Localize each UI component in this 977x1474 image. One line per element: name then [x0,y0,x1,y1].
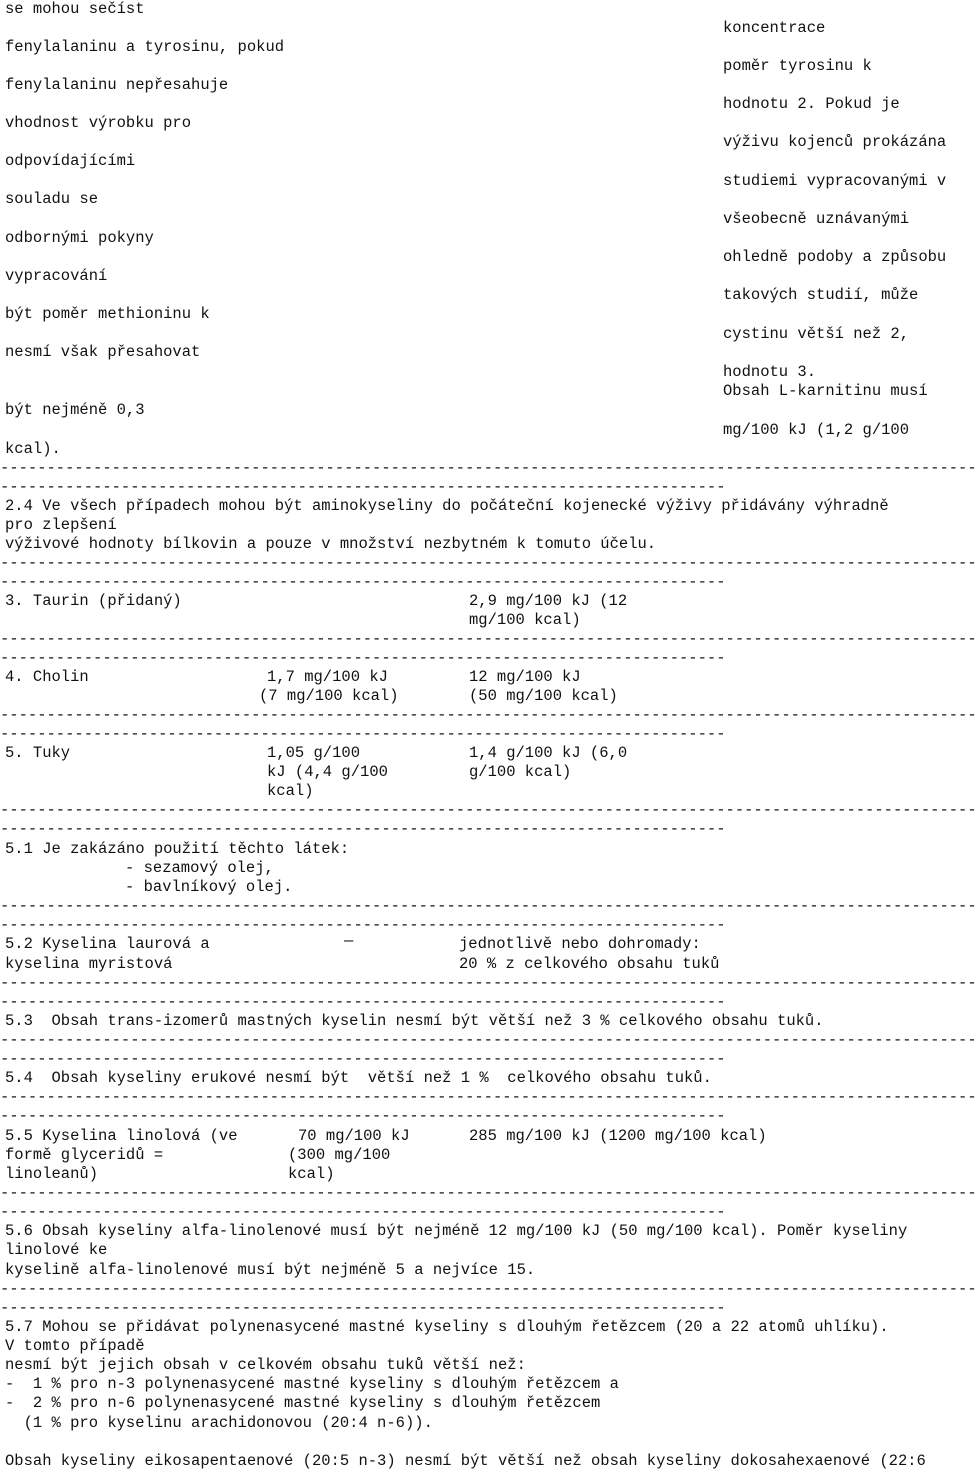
separator-line: ------------------------------------------------------------------------------ [0,993,726,1011]
right-fragment: hodnotu 2. Pokud je [723,95,900,113]
row-name-5-2: 5.2 Kyselina laurová a [5,935,210,953]
row-min-5-2: — [344,932,354,950]
row-name-taurin: 3. Taurin (přidaný) [5,592,182,610]
separator-line: --------------------------------------------------------------------------------------------------------- [0,1184,977,1202]
row-max-5-5: 285 mg/100 kJ (1200 mg/100 kcal) [469,1127,767,1145]
separator-line: ------------------------------------------------------------------------------ [0,1203,726,1221]
separator-line: --------------------------------------------------------------------------------------------------------- [0,1031,977,1049]
section-5-6-text: 5.6 Obsah kyseliny alfa-linolenové musí být nejméně 12 mg/100 kJ (50 mg/100 kcal). Poměr kyseliny [5,1222,908,1240]
separator-line: ------------------------------------------------------------------------------ [0,649,726,667]
section-5-6-text: linolové ke [5,1241,108,1259]
row-min-5-5: 70 mg/100 kJ [298,1127,410,1145]
separator-line: --------------------------------------------------------------------------------------------------------- [0,974,977,992]
section-5-3-text: 5.3 Obsah trans-izomerů mastných kyselin nesmí být větší než 3 % celkového obsahu tuků. [5,1012,824,1030]
separator-line: ------------------------------------------------------------------------------ [0,916,726,934]
left-fragment: nesmí však přesahovat [5,343,201,361]
section-5-1-item: - bavlníkový olej. [125,878,293,896]
right-fragment: takových studií, může [723,286,919,304]
right-fragment: mg/100 kJ (1,2 g/100 [723,421,910,439]
right-fragment: hodnotu 3. [723,363,817,381]
left-fragment: být nejméně 0,3 [5,401,145,419]
left-fragment: vhodnost výrobku pro [5,114,192,132]
separator-line: --------------------------------------------------------------------------------------------------------- [0,706,977,724]
left-fragment: fenylalaninu nepřesahuje [5,76,229,94]
separator-line: ------------------------------------------------------------------------------ [0,1299,726,1317]
left-fragment: souladu se [5,190,99,208]
right-fragment: Obsah L-karnitinu musí [723,382,928,400]
section-2-4-text: 2.4 Ve všech případech mohou být aminokyseliny do počáteční kojenecké výživy přidávány výhradně [5,497,889,515]
right-fragment: koncentrace [723,19,826,37]
left-fragment: fenylalaninu a tyrosinu, pokud [5,38,285,56]
separator-line: --------------------------------------------------------------------------------------------------------- [0,630,977,648]
section-2-4-text: výživové hodnoty bílkovin a pouze v množství nezbytném k tomuto účelu. [5,535,657,553]
row-max-taurin: mg/100 kcal) [469,611,581,629]
closing-text: Obsah kyseliny eikosapentaenové (20:5 n-3) nesmí být větší než obsah kyseliny dokosahexaenové (22:6 [5,1452,926,1470]
section-5-7-text: V tomto případě [5,1337,145,1355]
separator-line: ------------------------------------------------------------------------------ [0,1050,726,1068]
row-min-5-5: kcal) [288,1165,335,1183]
row-min-cholin: (7 mg/100 kcal) [259,687,399,705]
row-min-5-5: (300 mg/100 [288,1146,391,1164]
left-fragment: se mohou sečíst [5,0,145,18]
separator-line: ------------------------------------------------------------------------------ [0,573,726,591]
row-name-5-5: linoleanů) [5,1165,99,1183]
row-name-5-2: kyselina myristová [5,955,173,973]
right-fragment: ohledně podoby a způsobu [723,248,947,266]
section-5-6-text: kyselině alfa-linolenové musí být nejméně 5 a nejvíce 15. [5,1261,536,1279]
row-min-tuky: kcal) [267,782,314,800]
row-min-tuky: kJ (4,4 g/100 [267,763,388,781]
separator-line: --------------------------------------------------------------------------------------------------------- [0,801,977,819]
row-name-5-5: 5.5 Kyselina linolová (ve [5,1127,238,1145]
separator-line: ------------------------------------------------------------------------------ [0,478,726,496]
row-min-tuky: 1,05 g/100 [267,744,361,762]
left-fragment: odbornými pokyny [5,229,154,247]
right-fragment: cystinu větší než 2, [723,325,910,343]
row-max-5-2: 20 % z celkového obsahu tuků [459,955,720,973]
row-max-5-2: jednotlivě nebo dohromady: [459,935,701,953]
right-fragment: poměr tyrosinu k [723,57,872,75]
row-max-cholin: 12 mg/100 kJ [469,668,581,686]
row-max-tuky: g/100 kcal) [469,763,572,781]
section-5-4-text: 5.4 Obsah kyseliny erukové nesmí být větší než 1 % celkového obsahu tuků. [5,1069,712,1087]
section-5-7-text: 5.7 Mohou se přidávat polynenasycené mastné kyseliny s dlouhým řetězcem (20 a 22 atomů uhlíku). [5,1318,889,1336]
section-5-7-item: - 2 % pro n-6 polynenasycené mastné kyseliny s dlouhým řetězcem [5,1394,601,1412]
section-5-1-item: - sezamový olej, [125,859,274,877]
section-5-7-text: nesmí být jejich obsah v celkovém obsahu tuků větší než: [5,1356,526,1374]
left-fragment: odpovídajícími [5,152,136,170]
left-fragment: být poměr methioninu k [5,305,210,323]
right-fragment: výživu kojenců prokázána [723,133,947,151]
row-name-cholin: 4. Cholin [5,668,89,686]
separator-line: --------------------------------------------------------------------------------------------------------- [0,897,977,915]
row-max-taurin: 2,9 mg/100 kJ (12 [469,592,628,610]
left-fragment: kcal). [5,440,61,458]
row-name-tuky: 5. Tuky [5,744,71,762]
separator-line: --------------------------------------------------------------------------------------------------------- [0,459,977,477]
section-5-7-item: (1 % pro kyselinu arachidonovou (20:4 n-6)). [5,1414,433,1432]
separator-line: --------------------------------------------------------------------------------------------------------- [0,1088,977,1106]
right-fragment: všeobecně uznávanými [723,210,910,228]
section-2-4-text: pro zlepšení [5,516,117,534]
separator-line: ------------------------------------------------------------------------------ [0,725,726,743]
section-5-1-text: 5.1 Je zakázáno použití těchto látek: [5,840,350,858]
row-name-5-5: formě glyceridů = [5,1146,164,1164]
row-max-tuky: 1,4 g/100 kJ (6,0 [469,744,628,762]
section-5-7-item: - 1 % pro n-3 polynenasycené mastné kyseliny s dlouhým řetězcem a [5,1375,619,1393]
separator-line: --------------------------------------------------------------------------------------------------------- [0,1280,977,1298]
separator-line: --------------------------------------------------------------------------------------------------------- [0,554,977,572]
row-max-cholin: (50 mg/100 kcal) [469,687,618,705]
separator-line: ------------------------------------------------------------------------------ [0,820,726,838]
right-fragment: studiemi vypracovanými v [723,172,947,190]
row-min-cholin: 1,7 mg/100 kJ [267,668,388,686]
left-fragment: vypracování [5,267,108,285]
separator-line: ------------------------------------------------------------------------------ [0,1107,726,1125]
